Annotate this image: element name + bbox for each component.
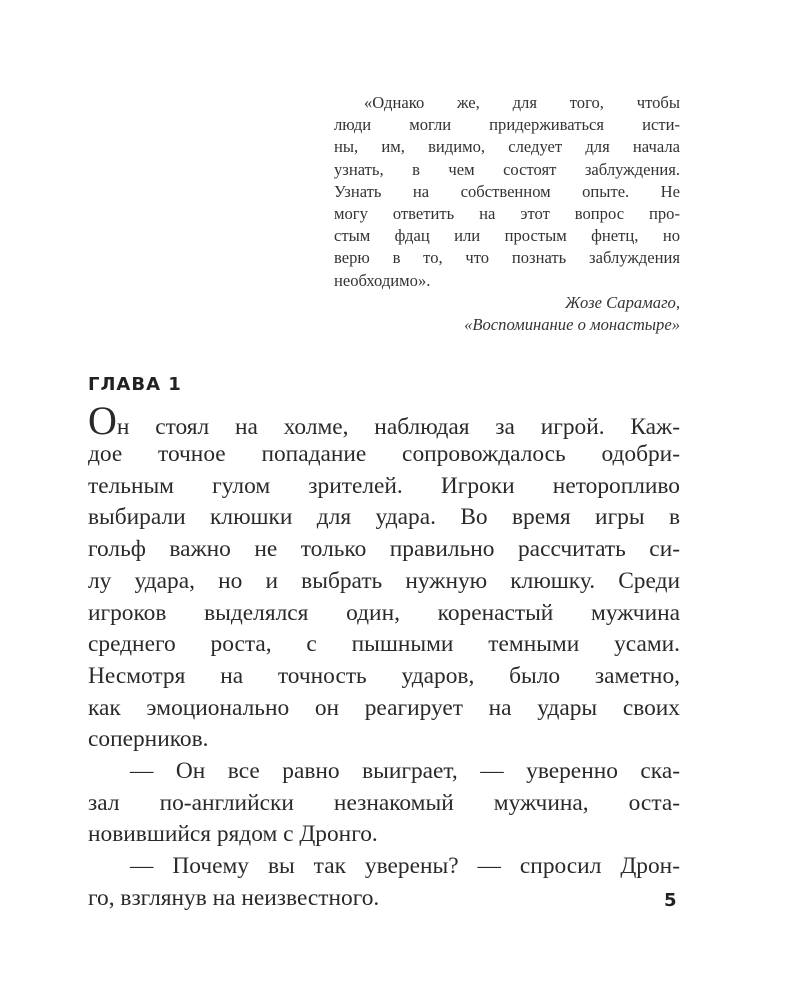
epigraph-line: «Однако же, для того, чтобы	[364, 93, 680, 112]
body-line: зал по-английски незнакомый мужчина, оста-	[88, 789, 680, 816]
epigraph-line: необходимо».	[334, 270, 431, 290]
epigraph-author: Жозе Сарамаго,	[565, 292, 680, 312]
paragraph-first-line	[88, 398, 680, 443]
body-line: лу удара, но и выбрать нужную клюшку. Среди	[88, 567, 680, 594]
body-line: го, взглянув на неизвестного.	[88, 884, 380, 911]
body-line: как эмоционально он реагирует на удары своих	[88, 694, 680, 721]
body-line: Несмотря на точность ударов, было заметно,	[88, 662, 680, 689]
drop-cap: О	[88, 398, 117, 443]
body-line: дое точное попадание сопровождалось одобри-	[88, 441, 680, 467]
epigraph-line: люди могли придерживаться исти-	[334, 115, 680, 135]
epigraph-line: верю в то, что познать заблуждения	[334, 248, 680, 268]
epigraph-line: ны, им, видимо, следует для начала	[334, 137, 680, 157]
epigraph-source: «Воспоминание о монастыре»	[464, 315, 680, 335]
body-line: выбирали клюшки для удара. Во время игры в	[88, 504, 680, 531]
body-line: гольф важно не только правильно рассчитать си-	[88, 536, 680, 563]
body-line: тельным гулом зрителей. Игроки неторопливо	[88, 472, 680, 499]
epigraph	[334, 92, 680, 336]
body-line-text: н стоял на холме, наблюдая за игрой. Каж-	[116, 414, 680, 440]
epigraph-line: узнать, в чем состоят заблуждения.	[334, 159, 680, 179]
body-line: — Он все равно выиграет, — уверенно ска-	[130, 758, 680, 785]
epigraph-line: Узнать на собственном опыте. Не	[334, 181, 680, 201]
chapter-title: ГЛАВА 1	[88, 374, 182, 395]
body-line: — Почему вы так уверены? — спросил Дрон-	[130, 853, 680, 880]
epigraph-line: могу ответить на этот вопрос про-	[334, 204, 680, 224]
page-number: 5	[664, 890, 677, 911]
body-line: новившийся рядом с Дронго.	[88, 821, 378, 848]
epigraph-line: стым фдац или простым фнетц, но	[334, 226, 680, 246]
body-line: среднего роста, с пышными темными усами.	[88, 631, 680, 658]
body-line: соперников.	[88, 726, 209, 753]
body-line: игроков выделялся один, коренастый мужчина	[88, 599, 680, 626]
chapter-body	[88, 398, 680, 915]
